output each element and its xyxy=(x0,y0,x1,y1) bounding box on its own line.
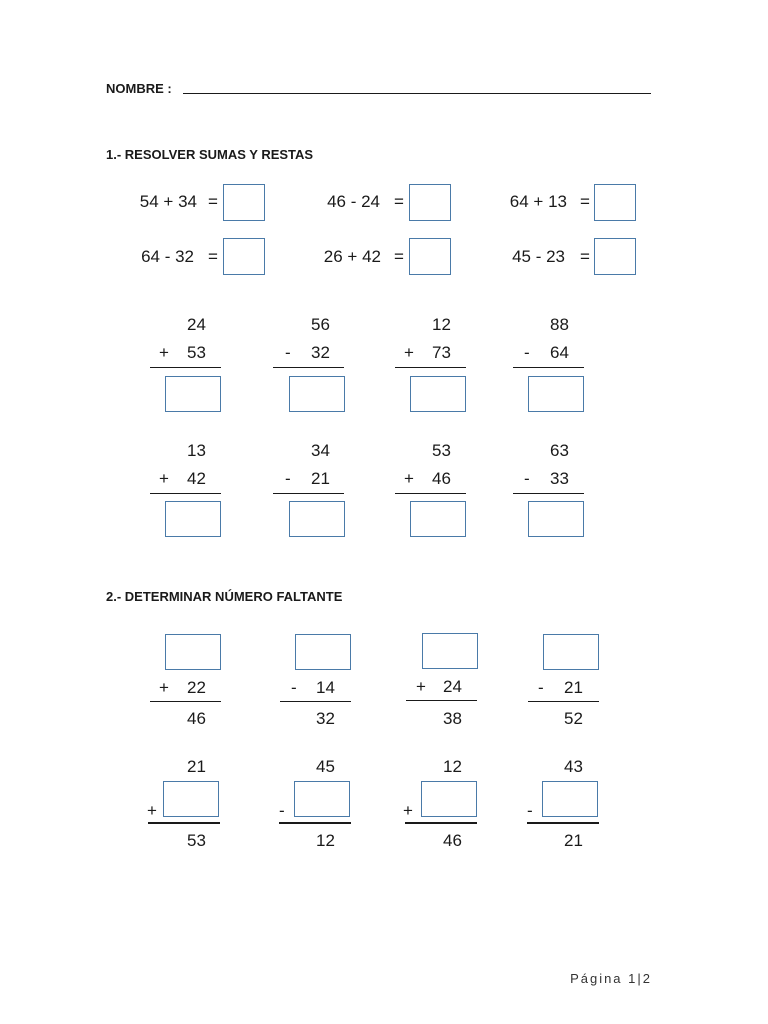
answer-box[interactable] xyxy=(163,781,219,817)
operator: - xyxy=(285,343,291,362)
section2-title: 2.- DETERMINAR NÚMERO FALTANTE xyxy=(106,589,343,604)
equals-sign: = xyxy=(208,247,218,266)
top-number: 13 xyxy=(187,441,206,460)
bottom-number: 42 xyxy=(187,469,206,488)
sum-line xyxy=(395,493,466,494)
top-number: 45 xyxy=(316,757,335,776)
bottom-number: 53 xyxy=(187,343,206,362)
result-number: 21 xyxy=(564,831,583,850)
sum-line xyxy=(273,367,344,368)
inline-expression: 46 - 24 xyxy=(327,192,380,211)
sum-line xyxy=(273,493,344,494)
answer-box[interactable] xyxy=(528,376,584,412)
top-number: 21 xyxy=(187,757,206,776)
result-number: 46 xyxy=(443,831,462,850)
result-number: 38 xyxy=(443,709,462,728)
top-number: 56 xyxy=(311,315,330,334)
answer-box[interactable] xyxy=(165,376,221,412)
answer-box[interactable] xyxy=(410,501,466,537)
bottom-number: 14 xyxy=(316,678,335,697)
bottom-number: 46 xyxy=(432,469,451,488)
answer-box[interactable] xyxy=(223,238,265,275)
bottom-number: 33 xyxy=(550,469,569,488)
equals-sign: = xyxy=(580,192,590,211)
sum-line xyxy=(150,367,221,368)
inline-expression: 54 + 34 xyxy=(139,192,197,211)
section1-title: 1.- RESOLVER SUMAS Y RESTAS xyxy=(106,147,314,162)
operator: + xyxy=(147,801,157,820)
operator: - xyxy=(524,343,530,362)
operator: + xyxy=(404,343,414,362)
result-number: 53 xyxy=(187,831,206,850)
answer-box[interactable] xyxy=(542,781,598,817)
answer-box[interactable] xyxy=(410,376,466,412)
operator: + xyxy=(159,469,169,488)
operator: - xyxy=(538,678,544,697)
answer-box[interactable] xyxy=(528,501,584,537)
operator: + xyxy=(159,678,169,697)
page-number: Página 1|2 xyxy=(570,971,652,986)
operator: - xyxy=(524,469,530,488)
top-number: 63 xyxy=(550,441,569,460)
answer-box[interactable] xyxy=(165,634,221,670)
operator: + xyxy=(403,801,413,820)
answer-box[interactable] xyxy=(594,184,636,221)
top-number: 24 xyxy=(187,315,206,334)
answer-box[interactable] xyxy=(289,501,345,537)
operator: - xyxy=(285,469,291,488)
equals-sign: = xyxy=(580,247,590,266)
top-number: 12 xyxy=(432,315,451,334)
sum-line xyxy=(527,822,599,824)
sum-line xyxy=(150,701,221,702)
answer-box[interactable] xyxy=(165,501,221,537)
equals-sign: = xyxy=(394,192,404,211)
answer-box[interactable] xyxy=(594,238,636,275)
answer-box[interactable] xyxy=(295,634,351,670)
name-label: NOMBRE : xyxy=(106,81,172,96)
operator: - xyxy=(291,678,297,697)
bottom-number: 21 xyxy=(564,678,583,697)
sum-line xyxy=(279,822,351,824)
sum-line xyxy=(528,701,599,702)
top-number: 43 xyxy=(564,757,583,776)
bottom-number: 73 xyxy=(432,343,451,362)
name-line[interactable] xyxy=(183,93,651,94)
sum-line xyxy=(406,700,477,701)
answer-box[interactable] xyxy=(409,238,451,275)
answer-box[interactable] xyxy=(422,633,478,669)
result-number: 52 xyxy=(564,709,583,728)
bottom-number: 22 xyxy=(187,678,206,697)
result-number: 12 xyxy=(316,831,335,850)
top-number: 88 xyxy=(550,315,569,334)
operator: - xyxy=(527,801,533,820)
sum-line xyxy=(513,493,584,494)
operator: - xyxy=(279,801,285,820)
top-number: 53 xyxy=(432,441,451,460)
equals-sign: = xyxy=(208,192,218,211)
sum-line xyxy=(513,367,584,368)
answer-box[interactable] xyxy=(294,781,350,817)
bottom-number: 21 xyxy=(311,469,330,488)
operator: + xyxy=(159,343,169,362)
top-number: 12 xyxy=(443,757,462,776)
bottom-number: 64 xyxy=(550,343,569,362)
answer-box[interactable] xyxy=(543,634,599,670)
answer-box[interactable] xyxy=(421,781,477,817)
sum-line xyxy=(395,367,466,368)
inline-expression: 64 + 13 xyxy=(509,192,567,211)
result-number: 46 xyxy=(187,709,206,728)
answer-box[interactable] xyxy=(223,184,265,221)
bottom-number: 24 xyxy=(443,677,462,696)
result-number: 32 xyxy=(316,709,335,728)
inline-expression: 45 - 23 xyxy=(512,247,565,266)
sum-line xyxy=(405,822,477,824)
sum-line xyxy=(280,701,351,702)
top-number: 34 xyxy=(311,441,330,460)
sum-line xyxy=(150,493,221,494)
operator: + xyxy=(404,469,414,488)
operator: + xyxy=(416,677,426,696)
answer-box[interactable] xyxy=(409,184,451,221)
sum-line xyxy=(148,822,220,824)
bottom-number: 32 xyxy=(311,343,330,362)
answer-box[interactable] xyxy=(289,376,345,412)
equals-sign: = xyxy=(394,247,404,266)
inline-expression: 26 + 42 xyxy=(323,247,381,266)
inline-expression: 64 - 32 xyxy=(141,247,194,266)
